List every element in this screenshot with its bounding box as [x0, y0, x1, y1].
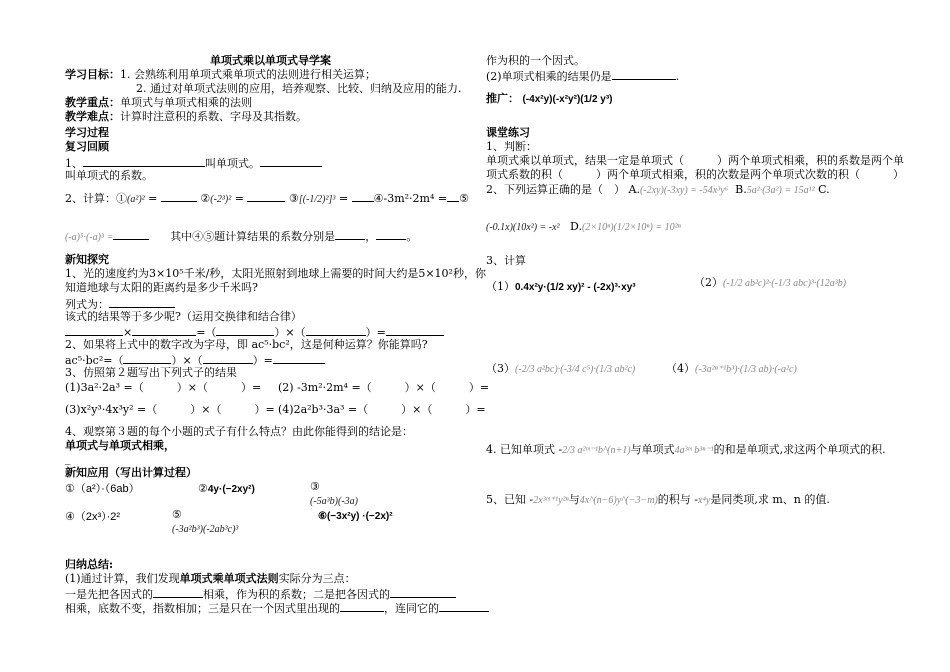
- equals-open: =（: [196, 326, 217, 339]
- answer-blank[interactable]: [153, 586, 203, 598]
- apply-e1: ①（a²）·（6ab）: [65, 483, 140, 495]
- review-q2-note-end: 。: [406, 230, 418, 243]
- review-q2-cont: [65, 228, 417, 245]
- q5-expr3: x⁴y: [698, 495, 711, 506]
- practice-heading: 课堂练习: [486, 126, 530, 139]
- difficulty-text: 计算时注意积的系数、字母及其指数。: [120, 110, 307, 123]
- answer-blank[interactable]: [439, 600, 489, 612]
- objectives-label: 学习目标：: [65, 68, 120, 81]
- apply-e3: [310, 480, 358, 509]
- summary-line2-a: 一是先把各因式的: [65, 588, 153, 601]
- calc-1-expr: 0.4x²y·(1/2 xy)² - (-2x)³·xy³: [515, 282, 636, 293]
- answer-blank[interactable]: [335, 228, 365, 240]
- page-title: 单项式乘以单项式导学案: [210, 54, 331, 67]
- calc-heading: 3、计算: [486, 254, 526, 267]
- question-4: [486, 443, 886, 458]
- summary-heading: 归纳总结:: [65, 558, 114, 571]
- judge-heading: 1、判断：: [486, 140, 537, 153]
- right-cont2-end: .: [675, 70, 680, 83]
- calc-4: [666, 362, 797, 377]
- q5-end: 是同类项,求 m、n 的值.: [710, 493, 830, 506]
- answer-blank[interactable]: [203, 352, 253, 364]
- calc-1: [486, 280, 636, 295]
- choice-options-cd: [486, 220, 681, 235]
- summary-line3-a: 相乘，底数不变，指数相加；三是只在一个因式里出现的: [65, 602, 340, 615]
- answer-blank[interactable]: [247, 190, 285, 202]
- answer-blank[interactable]: [352, 190, 374, 202]
- q5-expr2: 4x^(n−6)y^(−3−m): [579, 495, 658, 506]
- review-q2-e1: (a²)²: [127, 194, 145, 205]
- calc-2: [694, 276, 846, 291]
- q4-mid: 与单项式: [630, 443, 675, 456]
- answer-blank[interactable]: [216, 324, 274, 336]
- calc-3: [486, 362, 635, 377]
- explore-q3-3: (3)x²y³·4x³y² =（ ）×（ ）=: [65, 403, 275, 416]
- explore-q3-2: (2) -3m²·2m⁴ =（ ）×（ ）=: [278, 381, 490, 394]
- calc-1-number: （1）: [486, 280, 515, 293]
- explore-q3-1: (1)3a²·2a³ =（ ）×（ ）=: [65, 381, 262, 394]
- answer-blank[interactable]: [123, 352, 171, 364]
- apply-e5-number: ⑤: [172, 508, 182, 521]
- review-q2: 2、计算：①(a²)² = ②(-2³)² = ③[(-1/2)²]³ = ④-3m²·2m⁴ = ⑤: [65, 192, 469, 205]
- choice-q-text: 2、下列运算正确的是（ ）: [486, 183, 625, 196]
- apply-e2-number: ②: [198, 482, 208, 495]
- summary-line1-c: 实际分为三点：: [278, 572, 356, 585]
- summary-line1: [65, 572, 356, 586]
- review-q1-mid: 叫单项式。: [205, 157, 260, 170]
- review-q2-n5: ⑤: [459, 192, 469, 205]
- calc-2-number: （2）: [694, 276, 723, 289]
- q5-mid2: 的积与 -: [657, 493, 699, 506]
- difficulty: [65, 110, 307, 124]
- explore-q2-mid: ）×（: [171, 354, 203, 367]
- summary-line2-b: 相乘，作为积的系数；二是把各因式的: [203, 588, 390, 601]
- right-cont1: 作为积的一个因式。: [486, 54, 585, 67]
- apply-e6: ⑥(−3x²y) ·(−2x)²: [318, 511, 393, 522]
- explore-q2-end: ）=: [252, 354, 273, 367]
- difficulty-label: 教学难点：: [65, 110, 120, 123]
- summary-line1-a: (1)通过计算，我们发现: [65, 572, 180, 585]
- apply-e2-expr: 4y·(−2xy²): [207, 484, 255, 495]
- times-sign: ×: [123, 326, 133, 339]
- explore-q1-b: 知道地球与太阳的距离约是多少千米吗?: [65, 281, 258, 294]
- answer-blank[interactable]: [447, 190, 459, 202]
- option-b-label: B.: [735, 183, 747, 196]
- choice-question: [486, 183, 830, 198]
- option-b-expr: 5a²·(3a²) = 15a¹²: [746, 185, 815, 196]
- q4-prefix: 4. 已知单项式 -: [486, 443, 563, 456]
- q5-expr1: 2x³ᵐ⁺¹y²ⁿ: [533, 495, 569, 506]
- calc-4-expr: (-3a²ⁿ⁺¹b³)·(1/3 ab)·(-a²c): [695, 364, 797, 375]
- judge-line-a: 单项式乘以单项式，结果一定是单项式（ ）两个单项式相乘，积的系数是两个单: [486, 154, 904, 167]
- right-cont2: [486, 68, 679, 84]
- close-equals: ）=: [365, 326, 386, 339]
- apply-e4: ④（2x³）·2²: [65, 511, 121, 523]
- review-q2-e5: (-a)⁵·(-a)³ =: [65, 232, 114, 243]
- explore-q2-a: 2、如果将上式中的数字改为字母，即 ac⁵·bc²，这是何种运算？你能算吗?: [65, 338, 428, 351]
- explore-q3-4: (4)2a²b³·3a³ =（ ）×（ ）=: [278, 403, 486, 416]
- option-d-expr: (2×10ⁿ)(1/2×10ⁿ) = 10²ⁿ: [581, 222, 681, 233]
- calc-4-number: （4）: [666, 362, 695, 375]
- answer-blank[interactable]: [109, 296, 175, 308]
- review-q2-note: 其中④⑤题计算结果的系数分别是: [170, 230, 336, 243]
- option-d-label: D.: [570, 220, 582, 233]
- review-q2-e3: [(-1/2)²]³: [298, 194, 336, 205]
- q4-expr1: 2/3 a²ᵐ⁻¹b^(n+1): [562, 445, 631, 456]
- apply-e5-expr: (-3a²b³)(-2ab³c)³: [172, 524, 239, 535]
- explore-conclusion: 单项式与单项式相乘，: [65, 439, 175, 452]
- objectives-line1: 1. 会熟练利用单项式乘单项式的法则进行相关运算；: [120, 68, 376, 81]
- objectives-line2: 2. 通过对单项式法则的应用，培养观察、比较、归纳及应用的能力.: [136, 82, 462, 95]
- q4-end: 的和是单项式,求这两个单项式的积.: [713, 443, 886, 456]
- extend-label: 推广：: [486, 92, 519, 105]
- q4-expr2: 4a³ᵐ b³ⁿ⁻¹: [674, 445, 714, 456]
- explore-q3-head: 3、仿照第２题写出下列式子的结果: [65, 366, 237, 379]
- calc-2-expr: (-1/2 ab²c)²·(-1/3 abc)³·(12a³b): [723, 278, 847, 289]
- process-heading: 学习过程: [65, 126, 109, 139]
- explore-q4: 4、观察第３题的每个小题的式子有什么特点？由此你能得到的结论是：: [65, 425, 413, 438]
- explore-formula-label: 列式为：: [65, 298, 109, 311]
- review-q2-n3: ③: [288, 192, 299, 205]
- calc-3-number: （3）: [486, 362, 515, 375]
- q5-mid: 与: [568, 493, 580, 506]
- right-cont2-text: (2)单项式相乘的结果仍是: [486, 70, 612, 83]
- apply-e5: [172, 508, 238, 537]
- option-a-expr: (-2xy)(-3xy) = -54x³y⁶: [639, 185, 729, 196]
- review-q2-n4: ④-3m²·2m⁴ =: [373, 192, 448, 205]
- key-point: [65, 96, 252, 110]
- q5-prefix: 5、已知 -: [486, 493, 534, 506]
- summary-line3: [65, 600, 489, 616]
- review-q2-e2: (-2³)²: [210, 194, 232, 205]
- explore-heading: 新知探究: [65, 253, 109, 266]
- answer-blank[interactable]: [260, 155, 322, 167]
- answer-blank[interactable]: [376, 228, 406, 240]
- extend-expr: (-4x²y)(-x²y²)(1/2 y³): [522, 94, 613, 105]
- apply-e3-expr: (-5a³b)(-3a): [310, 496, 358, 507]
- apply-e2: [198, 482, 255, 497]
- explore-dash: _: [65, 452, 71, 465]
- review-q1-line2: 叫单项式的系数。: [65, 169, 153, 182]
- answer-blank[interactable]: [83, 155, 205, 167]
- answer-blank[interactable]: [132, 324, 196, 336]
- judge-line-b: 项式系数的积（ ）两个单项式相乘，积的次数是两个单项式次数的积（ ）: [486, 168, 904, 181]
- answer-blank[interactable]: [306, 324, 366, 336]
- apply-heading: 新知应用（写出计算过程）: [65, 466, 197, 479]
- close-times-open: ）×（: [274, 326, 306, 339]
- apply-e3-number: ③: [310, 480, 320, 493]
- summary-line3-b: ，连同它的: [384, 602, 439, 615]
- explore-q1-c: 该式的结果等于多少呢?（运用交换律和结合律）: [65, 310, 302, 323]
- calc-3-expr: (-2/3 a²bc)·(-3/4 c⁵)·(1/3 ab²c): [515, 364, 636, 375]
- key-point-label: 教学重点：: [65, 96, 120, 109]
- review-q2-n2: ②: [200, 192, 211, 205]
- review-q1-prefix: 1、: [65, 157, 83, 170]
- review-q2-n1: ①: [116, 192, 127, 205]
- option-c-expr: (-0.1x)(10x²) = -x²: [486, 222, 560, 233]
- answer-blank[interactable]: [612, 68, 676, 80]
- answer-blank[interactable]: [113, 228, 149, 240]
- option-a-label: A.: [628, 183, 640, 196]
- explore-q1-a: 1、光的速度约为3×10⁵千米/秒，太阳光照射到地球上需要的时间大约是5×10²秒，你: [65, 267, 486, 280]
- answer-blank[interactable]: [273, 352, 325, 364]
- explore-q2-prefix: ac⁵·bc²=（: [65, 354, 124, 367]
- objectives: [65, 68, 376, 82]
- answer-blank[interactable]: [390, 586, 456, 598]
- review-q2-note-sep: ，: [365, 230, 377, 243]
- question-5: [486, 493, 830, 508]
- summary-rule: 单项式乘单项式法则: [179, 572, 279, 585]
- extend: [486, 92, 613, 107]
- review-heading: 复习回顾: [65, 140, 109, 153]
- key-point-text: 单项式与单项式相乘的法则: [120, 96, 252, 109]
- option-c-label: C.: [818, 183, 830, 196]
- answer-blank[interactable]: [65, 324, 123, 336]
- answer-blank[interactable]: [386, 324, 444, 336]
- answer-blank[interactable]: [161, 190, 197, 202]
- review-q2-prefix: 2、计算：: [65, 192, 116, 205]
- answer-blank[interactable]: [340, 600, 384, 612]
